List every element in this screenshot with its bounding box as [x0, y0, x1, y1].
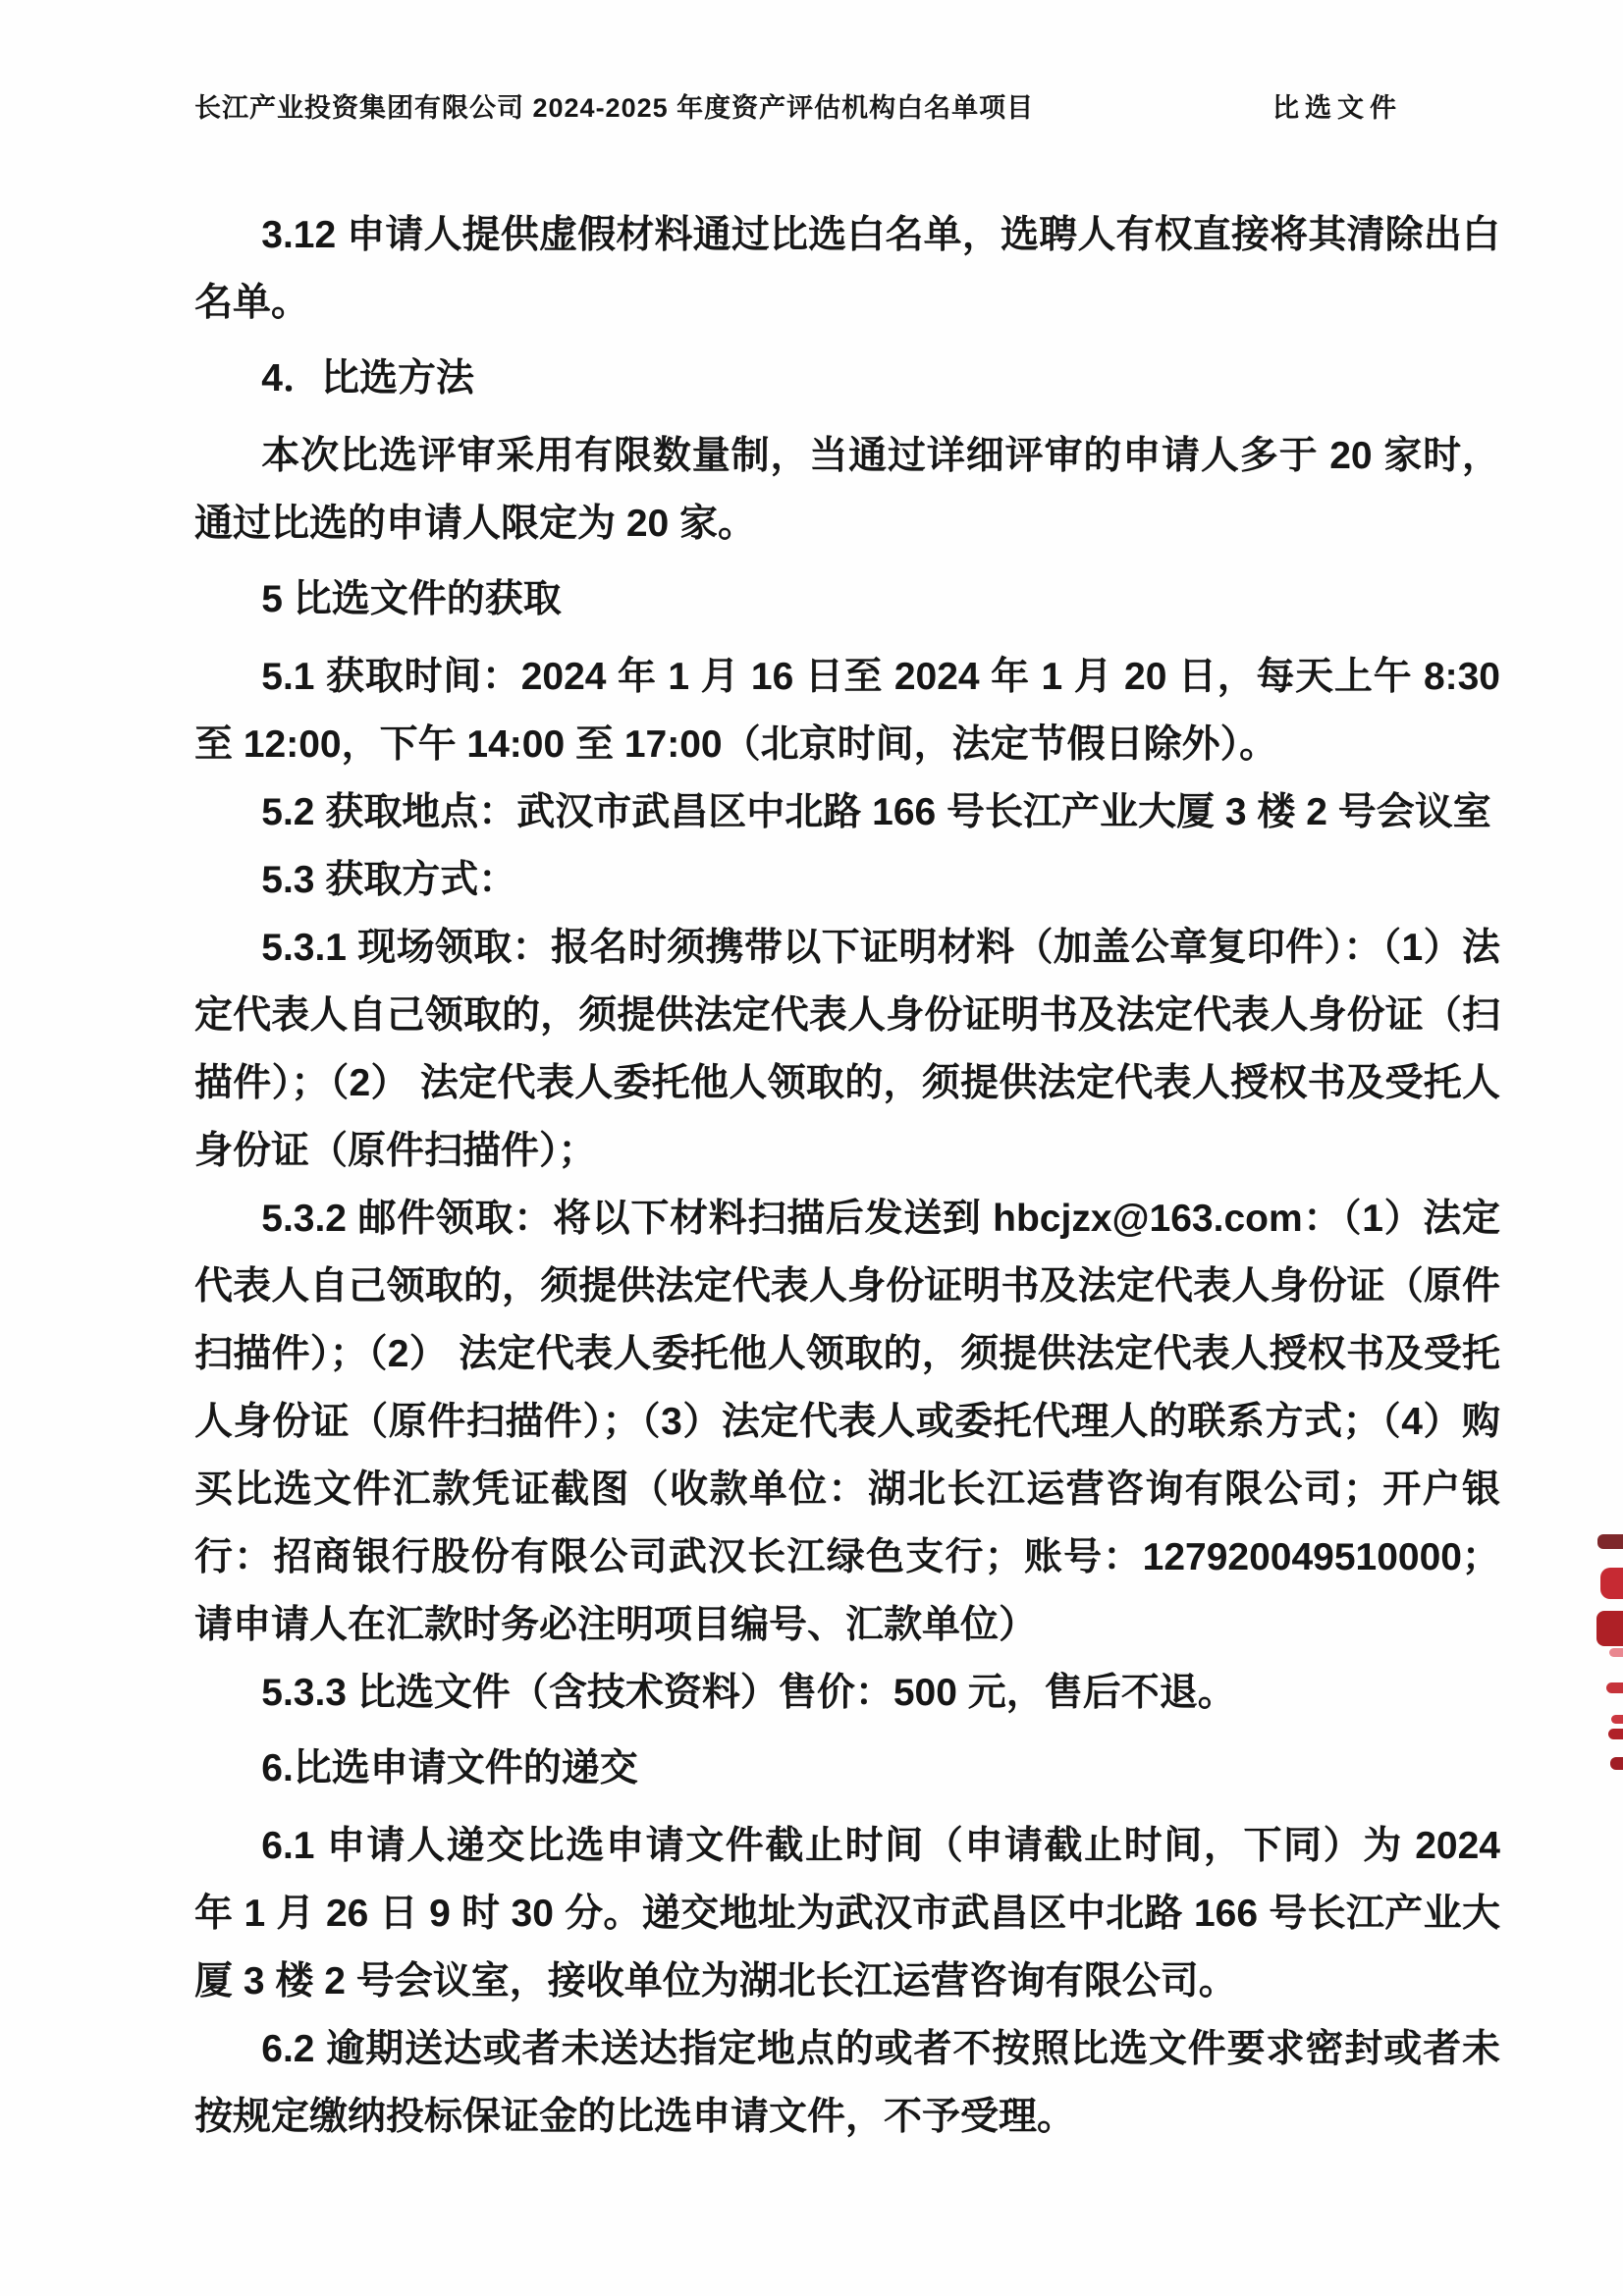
header-doc-type: 比选文件: [1272, 93, 1402, 123]
para-5-3-2: 5.3.2 邮件领取：将以下材料扫描后发送到 hbcjzx@163.com：（1）法定代表人自己领取的，须提供法定代表人身份证明书及法定代表人身份证（原件扫描件）；（2） 法定代表人委托他人领取的，须提供法定代表人授权书及受托人身份证（原件扫描件）；（3）法定代表人或委托代理人的联系方式；（4）购买比选文件汇款凭证截图（收款单位：湖北长江运营咨询有限公司；开户银行：招商银行股份有限公司武汉长江绿色支行；账号：127920049510000；请申请人在汇款时务必注明项目编号、汇款单位）: [194, 1198, 1500, 1646]
para-5-3: 5.3 获取方式：: [261, 859, 517, 901]
stamp-fragment: [1600, 1568, 1623, 1599]
stamp-fragment: [1609, 1648, 1623, 1657]
page-header: [194, 86, 1500, 125]
header-project-title: 长江产业投资集团有限公司 2024-2025 年度资产评估机构白名单项目: [194, 93, 1035, 123]
stamp-fragment: [1610, 1757, 1623, 1770]
para-6-2: 6.2 逾期送达或者未送达指定地点的或者不按照比选文件要求密封或者未按规定缴纳投标保证金的比选申请文件，不予受理。: [194, 2028, 1500, 2138]
red-stamp-fragments: [1584, 0, 1623, 2296]
document-body: [194, 201, 1500, 2151]
para-5-3-1: 5.3.1 现场领取：报名时须携带以下证明材料（加盖公章复印件）：（1）法定代表人自己领取的，须提供法定代表人身份证明书及法定代表人身份证（扫描件）；（2） 法定代表人委托他人领取的，须提供法定代表人授权书及受托人身份证（原件扫描件）；: [194, 927, 1500, 1172]
para-4-body: 本次比选评审采用有限数量制，当通过详细评审的申请人多于 20 家时，通过比选的申请人限定为 20 家。: [194, 435, 1500, 545]
para-5-3-3: 5.3.3 比选文件（含技术资料）售价：500 元，售后不退。: [261, 1672, 1236, 1714]
heading-5-obtain: 5 比选文件的获取: [261, 578, 562, 620]
heading-6-submit: 6.比选申请文件的递交: [261, 1747, 638, 1789]
para-6-1: 6.1 申请人递交比选申请文件截止时间（申请截止时间，下同）为 2024 年 1 月 26 日 9 时 30 分。递交地址为武汉市武昌区中北路 166 号长江产业大厦 3 楼 2 号会议室，接收单位为湖北长江运营咨询有限公司。: [194, 1825, 1500, 2002]
stamp-fragment: [1608, 1729, 1623, 1739]
stamp-fragment: [1611, 1715, 1623, 1724]
para-5-1: 5.1 获取时间：2024 年 1 月 16 日至 2024 年 1 月 20 日，每天上午 8:30 至 12:00，下午 14:00 至 17:00（北京时间，法定节假日除外）。: [194, 656, 1500, 766]
stamp-fragment: [1597, 1534, 1623, 1549]
heading-4-method: 4．比选方法: [261, 357, 474, 400]
para-3-12: 3.12 申请人提供虚假材料通过比选白名单，选聘人有权直接将其清除出白名单。: [194, 214, 1500, 324]
stamp-fragment: [1606, 1682, 1623, 1693]
para-5-2: 5.2 获取地点：武汉市武昌区中北路 166 号长江产业大厦 3 楼 2 号会议室: [261, 791, 1491, 833]
stamp-fragment: [1596, 1611, 1623, 1646]
